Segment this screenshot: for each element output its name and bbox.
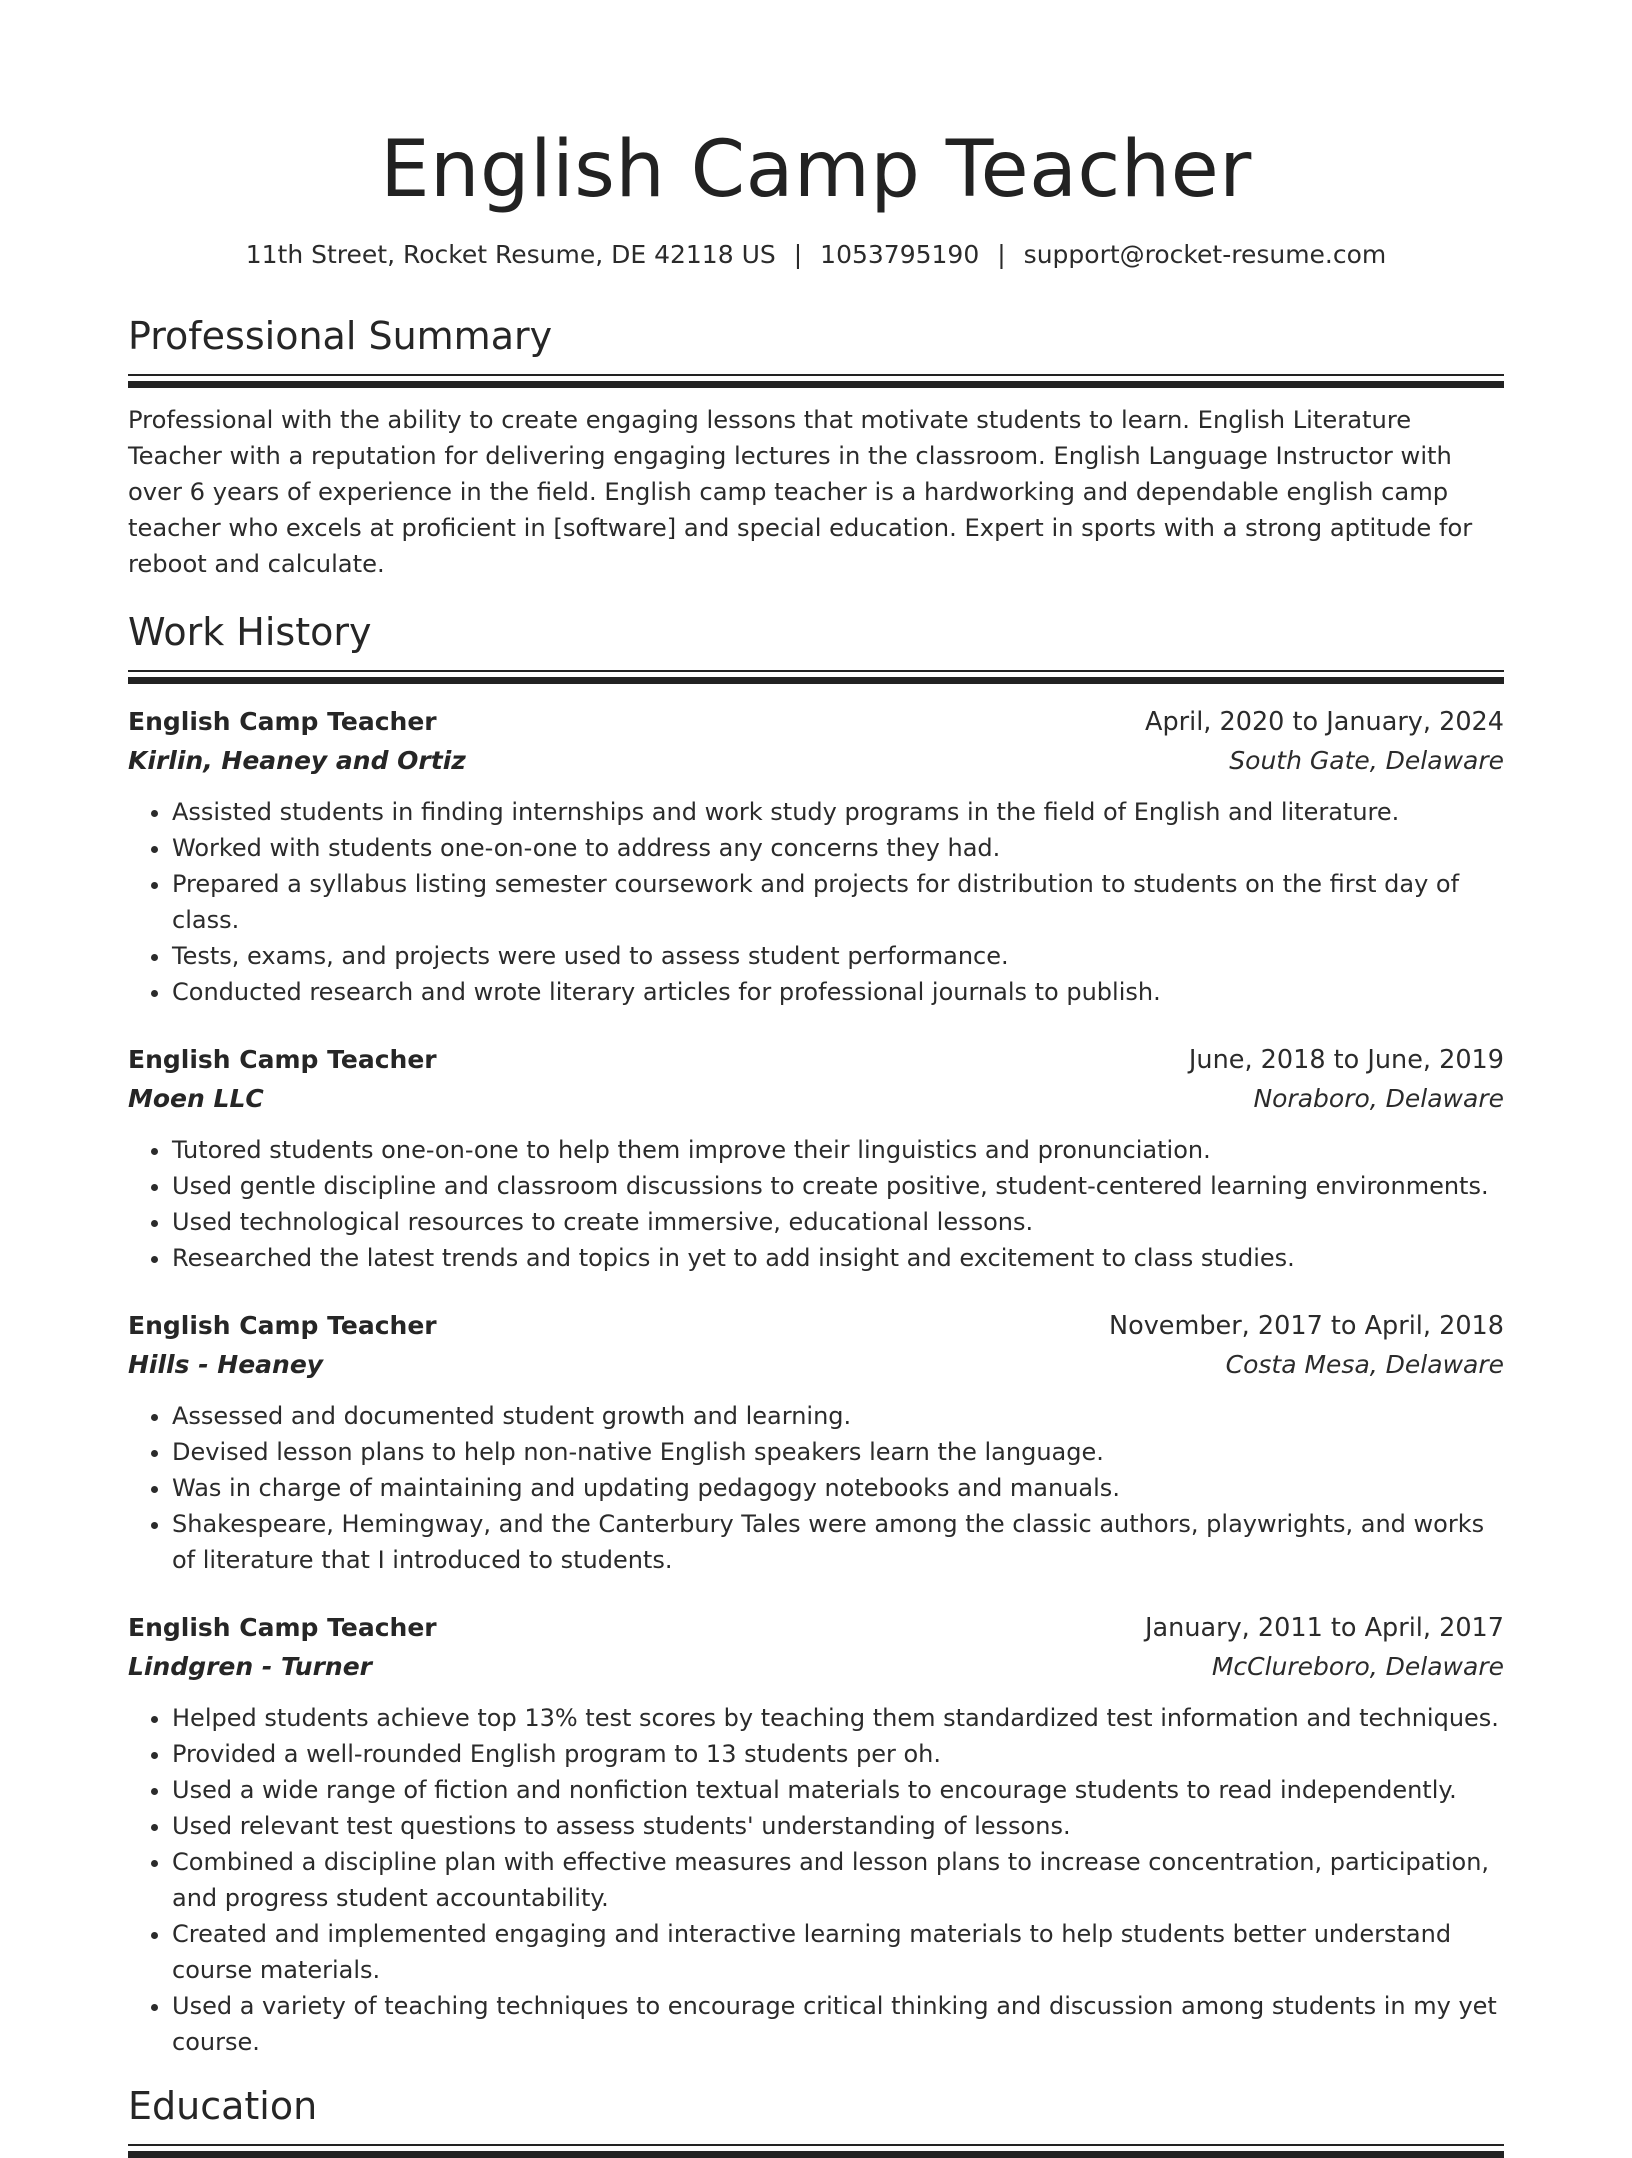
job-bullet-list: [128, 794, 1504, 1010]
job-bullet-list: [128, 1132, 1504, 1276]
summary-text: Professional with the ability to create engaging lessons that motivate students to learn. English Literature Teacher with a reputation for delivering engaging lectures in the classroom. English Language Instructor with over 6 years of experience in the field. English camp teacher is a hardworking and dependable english camp teacher who excels at proficient in [software] and special education. Expert in sports with a strong aptitude for reboot and calculate.: [128, 406, 1473, 578]
job-title: English Camp Teacher: [128, 1613, 437, 1642]
job-bullet: • Tests, exams, and projects were used to assess student performance.: [172, 938, 1504, 974]
job-bullet: • Assisted students in finding internships and work study programs in the field of English and literature.: [172, 794, 1504, 830]
section-divider: [128, 2144, 1504, 2158]
job-bullet: • Combined a discipline plan with effective measures and lesson plans to increase concentration, participation, and progress student accountability.: [172, 1844, 1504, 1916]
job-bullet: • Shakespeare, Hemingway, and the Canterbury Tales were among the classic authors, playwrights, and works of literature that I introduced to students.: [172, 1506, 1504, 1578]
section-heading-education: Education: [128, 2084, 318, 2128]
job-bullet: • Tutored students one-on-one to help them improve their linguistics and pronunciation.: [172, 1132, 1504, 1168]
job-bullet: • Used a wide range of fiction and nonfiction textual materials to encourage students to read independently.: [172, 1772, 1504, 1808]
job-company: Hills - Heaney: [128, 1350, 324, 1379]
job-bullet: • Created and implemented engaging and interactive learning materials to help students better understand course materials.: [172, 1916, 1504, 1988]
job-bullet-list: [128, 1700, 1504, 2060]
work-history-section: [128, 608, 1504, 2060]
job-dates: April, 2020 to January, 2024: [1145, 707, 1504, 737]
job-dates: November, 2017 to April, 2018: [1109, 1311, 1504, 1341]
contact-address: 11th Street, Rocket Resume, DE 42118 US: [245, 240, 776, 269]
job-bullet: • Was in charge of maintaining and updating pedagogy notebooks and manuals.: [172, 1470, 1504, 1506]
job-location: McClureboro, Delaware: [1211, 1652, 1504, 1681]
resume-page: [128, 0, 1504, 2158]
section-heading-work-history: Work History: [128, 610, 372, 654]
section-divider: [128, 670, 1504, 684]
job-bullet: • Used technological resources to create immersive, educational lessons.: [172, 1204, 1504, 1240]
job-company: Kirlin, Heaney and Ortiz: [128, 746, 466, 775]
job-title: English Camp Teacher: [128, 707, 437, 736]
professional-summary-section: [128, 312, 1504, 582]
section-heading-summary: Professional Summary: [128, 314, 553, 358]
job-entry: [128, 1608, 1504, 2060]
job-location: South Gate, Delaware: [1229, 746, 1504, 775]
education-section: [128, 2082, 1504, 2158]
job-title: English Camp Teacher: [128, 1311, 437, 1340]
job-company: Lindgren - Turner: [128, 1652, 372, 1681]
job-bullet: • Helped students achieve top 13% test scores by teaching them standardized test information and techniques.: [172, 1700, 1504, 1736]
job-bullet: • Used a variety of teaching techniques to encourage critical thinking and discussion among students in my yet course.: [172, 1988, 1504, 2060]
job-bullet: • Devised lesson plans to help non-native English speakers learn the language.: [172, 1434, 1504, 1470]
job-title: English Camp Teacher: [128, 1045, 437, 1074]
job-dates: January, 2011 to April, 2017: [1145, 1613, 1504, 1643]
job-bullet: • Conducted research and wrote literary articles for professional journals to publish.: [172, 974, 1504, 1010]
contact-separator: |: [793, 240, 803, 269]
contact-phone: 1053795190: [820, 240, 980, 269]
contact-line: [128, 238, 1504, 272]
job-company: Moen LLC: [128, 1084, 264, 1113]
job-bullet: • Used relevant test questions to assess students' understanding of lessons.: [172, 1808, 1504, 1844]
job-bullet: • Worked with students one-on-one to address any concerns they had.: [172, 830, 1504, 866]
job-dates: June, 2018 to June, 2019: [1188, 1045, 1504, 1075]
job-location: Costa Mesa, Delaware: [1225, 1350, 1504, 1379]
job-entry: [128, 702, 1504, 1010]
contact-separator: |: [997, 240, 1006, 269]
job-entry: [128, 1040, 1504, 1276]
candidate-name: English Camp Teacher: [380, 125, 1252, 215]
job-bullet: • Researched the latest trends and topics in yet to add insight and excitement to class studies.: [172, 1240, 1504, 1276]
job-bullet: • Used gentle discipline and classroom discussions to create positive, student-centered learning environments.: [172, 1168, 1504, 1204]
job-entry: [128, 1306, 1504, 1578]
job-bullet: • Prepared a syllabus listing semester coursework and projects for distribution to students on the first day of class.: [172, 866, 1504, 938]
job-location: Noraboro, Delaware: [1253, 1084, 1504, 1113]
contact-email: support@rocket-resume.com: [1023, 240, 1387, 269]
job-bullet-list: [128, 1398, 1504, 1578]
job-bullet: • Assessed and documented student growth and learning.: [172, 1398, 1504, 1434]
section-divider: [128, 374, 1504, 388]
job-bullet: • Provided a well-rounded English program to 13 students per oh.: [172, 1736, 1504, 1772]
